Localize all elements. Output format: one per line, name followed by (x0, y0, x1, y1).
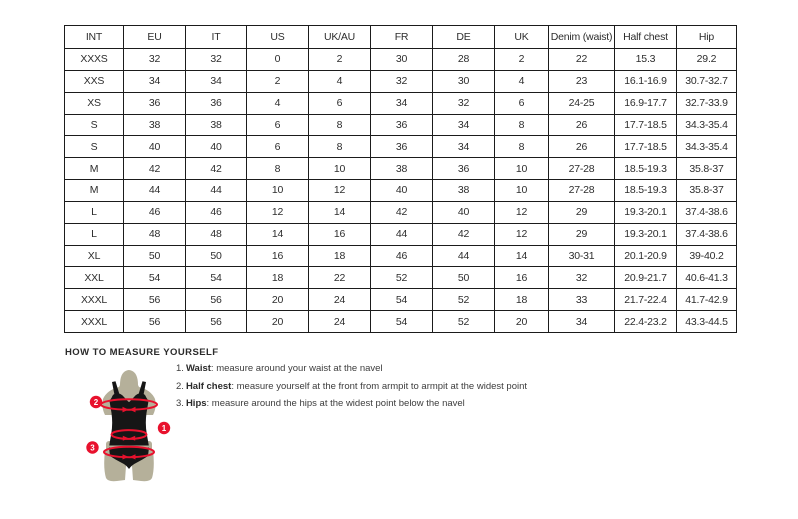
table-row (65, 311, 737, 333)
table-row (65, 201, 737, 223)
table-cell: 17.7-18.5 (615, 136, 677, 158)
table-cell: 21.7-22.4 (615, 289, 677, 311)
table-cell: 38 (371, 158, 433, 180)
half-chest-badge-number: 2 (93, 397, 99, 407)
table-cell: 56 (186, 311, 247, 333)
table-cell: 18 (247, 267, 309, 289)
measure-instruction-waist (176, 364, 527, 374)
measure-instructions (176, 364, 527, 417)
table-cell: 19.3-20.1 (615, 201, 677, 223)
table-cell: S (65, 114, 124, 136)
table-cell: 27-28 (549, 180, 615, 202)
table-cell: 34.3-35.4 (677, 114, 737, 136)
table-cell: 48 (124, 223, 186, 245)
instruction-label: Half chest (185, 380, 232, 392)
table-cell: 44 (186, 180, 247, 202)
table-cell: 32 (549, 267, 615, 289)
instruction-number: 1. (176, 363, 184, 374)
table-cell: 8 (495, 114, 549, 136)
table-cell: 42 (433, 223, 495, 245)
table-cell: 38 (433, 180, 495, 202)
table-cell: 46 (124, 201, 186, 223)
table-cell: XXXS (65, 49, 124, 71)
column-header: FR (371, 26, 433, 49)
table-cell: 17.7-18.5 (615, 114, 677, 136)
table-cell: 48 (186, 223, 247, 245)
table-cell: 44 (433, 245, 495, 267)
table-cell: 46 (371, 245, 433, 267)
table-cell: 22 (549, 49, 615, 71)
table-cell: XXXL (65, 311, 124, 333)
table-cell: 27-28 (549, 158, 615, 180)
table-cell: 8 (247, 158, 309, 180)
table-cell: 12 (247, 201, 309, 223)
table-cell: 29.2 (677, 49, 737, 71)
table-cell: 56 (186, 289, 247, 311)
table-row (65, 245, 737, 267)
size-chart-table (64, 25, 737, 333)
table-cell: 20.1-20.9 (615, 245, 677, 267)
mannequin-neck (118, 370, 140, 389)
instruction-label: Waist (185, 363, 211, 374)
table-cell: 6 (495, 92, 549, 114)
instruction-label: Hips (185, 398, 207, 409)
table-cell: 52 (433, 311, 495, 333)
table-row (65, 114, 737, 136)
table-cell: 6 (309, 92, 371, 114)
table-cell: 36 (433, 158, 495, 180)
header-row (65, 26, 737, 49)
measure-section-title: HOW TO MEASURE YOURSELF (65, 347, 219, 358)
table-row (65, 92, 737, 114)
table-row (65, 267, 737, 289)
table-cell: 30 (371, 49, 433, 71)
table-cell: 40.6-41.3 (677, 267, 737, 289)
hips-badge-number: 3 (90, 443, 95, 453)
column-header: Denim (waist) (549, 26, 615, 49)
waist-badge-number: 1 (161, 423, 167, 433)
table-cell: 39-40.2 (677, 245, 737, 267)
table-cell: 40 (433, 201, 495, 223)
table-cell: 56 (124, 311, 186, 333)
measure-instruction-hips (176, 399, 527, 409)
table-cell: XXS (65, 70, 124, 92)
table-cell: S (65, 136, 124, 158)
table-row (65, 223, 737, 245)
table-cell: 54 (371, 311, 433, 333)
table-cell: 18.5-19.3 (615, 180, 677, 202)
table-cell: 34 (124, 70, 186, 92)
table-cell: 33 (549, 289, 615, 311)
table-cell: 46 (186, 201, 247, 223)
table-row (65, 136, 737, 158)
table-cell: 22.4-23.2 (615, 311, 677, 333)
table-cell: 34 (186, 70, 247, 92)
table-cell: 37.4-38.6 (677, 223, 737, 245)
table-cell: 14 (247, 223, 309, 245)
table-cell: 41.7-42.9 (677, 289, 737, 311)
table-cell: 4 (495, 70, 549, 92)
table-cell: 50 (433, 267, 495, 289)
table-cell: 26 (549, 114, 615, 136)
table-cell: 28 (433, 49, 495, 71)
table-cell: 10 (309, 158, 371, 180)
measurement-figure (79, 368, 175, 484)
table-cell: 20 (495, 311, 549, 333)
table-cell: 43.3-44.5 (677, 311, 737, 333)
column-header: Hip (677, 26, 737, 49)
table-cell: 32 (371, 70, 433, 92)
table-cell: XS (65, 92, 124, 114)
table-cell: 4 (309, 70, 371, 92)
table-cell: 29 (549, 201, 615, 223)
table-cell: 35.8-37 (677, 158, 737, 180)
table-cell: 32 (124, 49, 186, 71)
table-cell: 2 (247, 70, 309, 92)
table-cell: 34.3-35.4 (677, 136, 737, 158)
table-cell: 50 (124, 245, 186, 267)
table-cell: 34 (371, 92, 433, 114)
table-cell: 34 (433, 114, 495, 136)
column-header: US (247, 26, 309, 49)
table-cell: 6 (247, 114, 309, 136)
table-row (65, 70, 737, 92)
table-cell: 38 (124, 114, 186, 136)
table-cell: 44 (124, 180, 186, 202)
table-cell: 16 (309, 223, 371, 245)
instruction-number: 2. (176, 380, 184, 392)
table-cell: 4 (247, 92, 309, 114)
column-header: EU (124, 26, 186, 49)
table-cell: XXL (65, 267, 124, 289)
table-cell: L (65, 223, 124, 245)
instruction-text: : measure around your waist at the navel (210, 363, 383, 374)
table-cell: 8 (309, 136, 371, 158)
table-cell: 20 (247, 311, 309, 333)
table-cell: 30-31 (549, 245, 615, 267)
table-cell: 32 (186, 49, 247, 71)
table-row (65, 289, 737, 311)
table-cell: 12 (309, 180, 371, 202)
table-cell: 12 (495, 201, 549, 223)
table-cell: 38 (186, 114, 247, 136)
instruction-text: : measure yourself at the front from armpit to armpit at the widest point (231, 380, 528, 392)
table-cell: 54 (124, 267, 186, 289)
table-cell: 8 (495, 136, 549, 158)
table-cell: 36 (186, 92, 247, 114)
table-cell: M (65, 158, 124, 180)
table-cell: 16 (495, 267, 549, 289)
table-cell: 18 (309, 245, 371, 267)
table-cell: 56 (124, 289, 186, 311)
table-cell: 26 (549, 136, 615, 158)
column-header: UK (495, 26, 549, 49)
table-cell: 54 (371, 289, 433, 311)
table-cell: 32.7-33.9 (677, 92, 737, 114)
table-cell: 54 (186, 267, 247, 289)
table-cell: 42 (371, 201, 433, 223)
table-cell: 36 (124, 92, 186, 114)
table-cell: 2 (309, 49, 371, 71)
table-cell: 10 (247, 180, 309, 202)
table-cell: 20 (247, 289, 309, 311)
table-cell: 32 (433, 92, 495, 114)
column-header: DE (433, 26, 495, 49)
table-cell: 19.3-20.1 (615, 223, 677, 245)
instruction-number: 3. (176, 398, 184, 409)
table-cell: 35.8-37 (677, 180, 737, 202)
table-cell: 34 (433, 136, 495, 158)
table-cell: 30 (433, 70, 495, 92)
table-cell: XL (65, 245, 124, 267)
table-cell: 37.4-38.6 (677, 201, 737, 223)
table-cell: 16 (247, 245, 309, 267)
table-cell: 18.5-19.3 (615, 158, 677, 180)
table-cell: 22 (309, 267, 371, 289)
table-cell: 14 (495, 245, 549, 267)
table-row (65, 180, 737, 202)
table-cell: 20.9-21.7 (615, 267, 677, 289)
table-cell: 2 (495, 49, 549, 71)
table-cell: 40 (186, 136, 247, 158)
table-cell: 52 (371, 267, 433, 289)
table-cell: L (65, 201, 124, 223)
column-header: UK/AU (309, 26, 371, 49)
table-cell: 12 (495, 223, 549, 245)
table-cell: 50 (186, 245, 247, 267)
table-cell: 15.3 (615, 49, 677, 71)
table-cell: 16.1-16.9 (615, 70, 677, 92)
table-cell: 36 (371, 114, 433, 136)
table-cell: 52 (433, 289, 495, 311)
measure-instruction-half-chest (176, 382, 527, 392)
table-cell: 8 (309, 114, 371, 136)
table-cell: M (65, 180, 124, 202)
table-cell: 40 (371, 180, 433, 202)
instruction-text: : measure around the hips at the widest point below the navel (206, 398, 465, 409)
table-cell: 36 (371, 136, 433, 158)
column-header: Half chest (615, 26, 677, 49)
table-cell: XXXL (65, 289, 124, 311)
table-cell: 24 (309, 311, 371, 333)
table-cell: 23 (549, 70, 615, 92)
table-cell: 44 (371, 223, 433, 245)
table-cell: 40 (124, 136, 186, 158)
table-cell: 34 (549, 311, 615, 333)
table-cell: 0 (247, 49, 309, 71)
table-cell: 16.9-17.7 (615, 92, 677, 114)
table-row (65, 158, 737, 180)
column-header: INT (65, 26, 124, 49)
table-cell: 10 (495, 158, 549, 180)
table-cell: 42 (124, 158, 186, 180)
table-cell: 10 (495, 180, 549, 202)
table-cell: 18 (495, 289, 549, 311)
table-cell: 24 (309, 289, 371, 311)
table-cell: 24-25 (549, 92, 615, 114)
table-cell: 30.7-32.7 (677, 70, 737, 92)
table-cell: 29 (549, 223, 615, 245)
table-cell: 42 (186, 158, 247, 180)
column-header: IT (186, 26, 247, 49)
table-row (65, 49, 737, 71)
table-cell: 14 (309, 201, 371, 223)
table-cell: 6 (247, 136, 309, 158)
